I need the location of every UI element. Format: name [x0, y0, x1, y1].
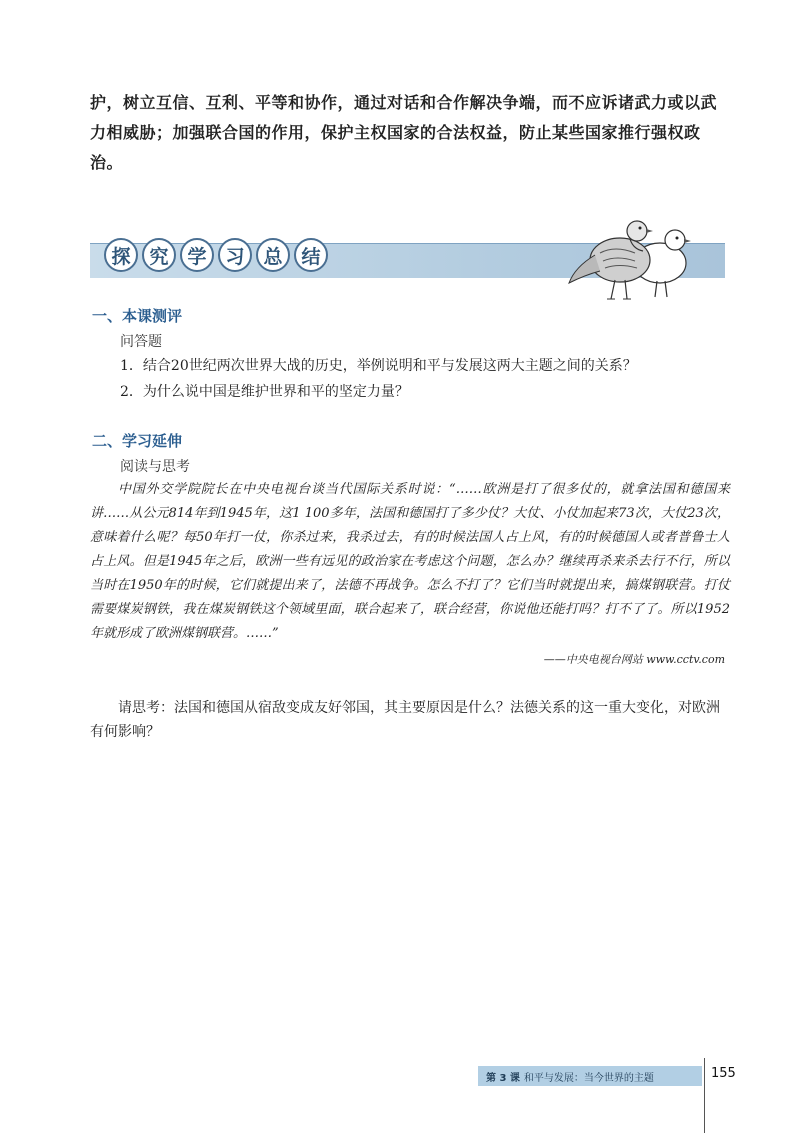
banner-char: 究 — [142, 238, 176, 272]
footer-rule — [704, 1058, 705, 1133]
page-number: 155 — [711, 1066, 736, 1081]
banner-char: 结 — [294, 238, 328, 272]
question-item: 2．为什么说中国是维护世界和平的坚定力量？ — [120, 384, 409, 400]
section-heading-evaluation: 一、本课测评 — [92, 307, 183, 325]
footer-lesson-number: 第 3 课 — [486, 1072, 520, 1084]
section-heading-extension: 二、学习延伸 — [92, 432, 183, 450]
reading-source: ——中央电视台网站 www.cctv.com — [543, 653, 725, 666]
banner-title — [104, 238, 328, 272]
banner-char: 总 — [256, 238, 290, 272]
pigeons-illustration — [565, 205, 705, 305]
footer-lesson-bar — [478, 1066, 702, 1086]
reading-passage: 中国外交学院院长在中央电视台谈当代国际关系时说：“……欧洲是打了很多仗的，就拿法国和德国来讲……从公元814年到1945年，这1 100多年，法国和德国打了多少仗？大仗、小仗加起来73次，大仗23次，意味着什么呢？每50年打一仗，你杀过来，我杀过去，有的时候法国人占上风，有的时候德国人或者普鲁士人占上风。但是1945年之后，欧洲一些有远见的政治家在考虑这个问题，怎么办？继续再杀来杀去行不行，所以当时在1950年的时候，它们就提出来了，法德不再战争。怎么不打了？它们当时就提出来，搞煤钢联营。打仗需要煤炭钢铁，我在煤炭钢铁这个领域里面，联合起来了，联合经营，你说他还能打吗？打不了了。所以1952年就形成了欧洲煤钢联营。……” — [90, 482, 730, 641]
banner-char: 学 — [180, 238, 214, 272]
subheading-questions: 问答题 — [120, 334, 162, 350]
subheading-reading: 阅读与思考 — [120, 459, 190, 475]
footer-lesson-title: 和平与发展：当今世界的主题 — [523, 1072, 654, 1084]
banner-char: 探 — [104, 238, 138, 272]
question-item: 1．结合20世纪两次世界大战的历史，举例说明和平与发展这两大主题之间的关系？ — [120, 358, 637, 374]
intro-paragraph: 护，树立互信、互利、平等和协作，通过对话和合作解决争端，而不应诉诸武力或以武力相威胁；加强联合国的作用，保护主权国家的合法权益，防止某些国家推行强权政治。 — [90, 93, 718, 172]
think-question: 请思考：法国和德国从宿敌变成友好邻国，其主要原因是什么？法德关系的这一重大变化，对欧洲有何影响？ — [90, 700, 720, 740]
banner-char: 习 — [218, 238, 252, 272]
